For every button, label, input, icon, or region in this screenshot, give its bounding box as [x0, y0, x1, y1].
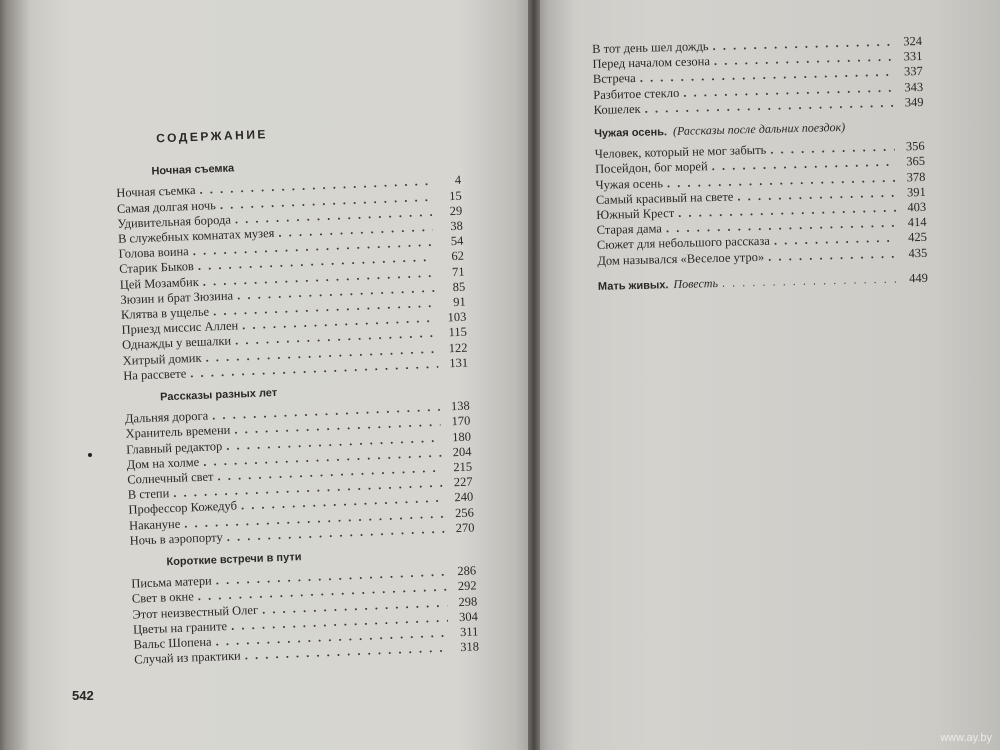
entry-title: Разбитое стекло	[593, 85, 680, 102]
entry-page-number: 311	[459, 624, 479, 640]
entry-title: Перед началом сезона	[592, 54, 711, 72]
entry-title: Этот неизвестный Олег	[132, 602, 259, 622]
entry-title: Случай из практики	[133, 648, 241, 667]
entry-page-number: 240	[454, 489, 474, 505]
entry-title: Голова воина	[118, 244, 189, 262]
entry-title: На рассвете	[123, 366, 187, 383]
entry-page-number: 270	[455, 520, 475, 536]
entry-title: Вальс Шопена	[133, 634, 212, 652]
entry-title: Солнечный свет	[127, 469, 214, 487]
entry-page-number: 304	[458, 609, 479, 624]
entry-page-number: 378	[906, 169, 926, 184]
section-heading-foreign-autumn	[594, 118, 924, 142]
entry-title: Кошелек	[593, 101, 641, 117]
entry-page-number: 62	[451, 249, 465, 264]
toc-left	[114, 120, 479, 668]
entry-page-number: 54	[450, 233, 464, 249]
entry-title: Зюзин и брат Зюзина	[120, 288, 234, 307]
entry-page-number: 71	[451, 264, 465, 279]
entry-title: Удивительная борода	[117, 212, 232, 231]
entry-page-number: 38	[450, 218, 464, 234]
entry-page-number: 122	[448, 340, 468, 355]
left-sections	[115, 153, 479, 668]
final-work-note: Повесть	[673, 275, 719, 291]
right-section-entries	[595, 139, 928, 269]
entry-page-number: 131	[449, 355, 469, 371]
final-work-title: Мать живых.	[597, 279, 669, 293]
entry-page-number: 414	[907, 215, 927, 230]
entry-title: Сюжет для небольшого рассказа	[596, 234, 771, 253]
entry-title: Свет в окне	[131, 589, 195, 607]
section-title: Чужая осень.	[594, 126, 668, 140]
entry-title: Цветы на граните	[132, 618, 228, 637]
entry-title: Хранитель времени	[125, 423, 231, 442]
entry-page-number: 403	[907, 199, 927, 215]
right-continued-entries	[592, 34, 924, 118]
entry-page-number: 337	[903, 64, 923, 79]
entry-page-number: 170	[451, 413, 471, 429]
entry-page-number: 324	[903, 33, 923, 49]
entry-title: В степи	[127, 486, 170, 502]
toc-heading: СОДЕРЖАНИЕ	[155, 127, 269, 146]
toc-right	[592, 34, 928, 295]
entry-title: Дом назывался «Веселое утро»	[597, 249, 765, 268]
entry-title: Человек, который не мог забыть	[594, 142, 767, 162]
entry-page-number: 91	[452, 294, 467, 310]
entry-title: Письма матери	[131, 573, 213, 591]
section-heading: Рассказы разных лет	[159, 386, 278, 404]
entry-page-number: 318	[459, 639, 480, 655]
entry-page-number: 180	[451, 429, 472, 444]
entry-page-number: 215	[453, 459, 473, 475]
entry-page-number: 15	[448, 188, 462, 203]
entry-page-number: 435	[908, 245, 928, 260]
entry-title: В служебных комнатах музея	[117, 225, 275, 246]
entry-title: Профессор Кожедуб	[128, 499, 238, 518]
entry-page-number: 356	[905, 139, 925, 154]
entry-title: Самый красивый на свете	[595, 189, 734, 207]
entry-title: Посейдон, бог морей	[594, 159, 708, 177]
entry-title: Самая долгая ночь	[116, 197, 217, 216]
entry-page-number: 331	[903, 49, 923, 64]
entry-title: Клятва в ущелье	[120, 304, 210, 322]
section-heading: Короткие встречи в пути	[166, 551, 302, 569]
entry-page-number: 138	[450, 398, 471, 414]
entry-page-number: 286	[457, 563, 477, 579]
entry-page-number: 349	[904, 94, 924, 110]
section-note: (Рассказы после дальних поездок)	[672, 119, 846, 139]
entry-title: В тот день шел дождь	[592, 39, 709, 56]
entry-page-number: 204	[452, 444, 472, 460]
final-work-page: 449	[908, 270, 929, 286]
entry-page-number: 365	[906, 154, 926, 169]
page-number: 542	[72, 688, 94, 703]
entry-page-number: 425	[907, 230, 928, 245]
entry-page-number: 298	[458, 594, 478, 609]
entry-title: Приезд миссис Аллен	[121, 318, 239, 338]
watermark: www.ay.by	[940, 732, 992, 744]
entry-page-number: 292	[457, 578, 477, 594]
entry-page-number: 115	[448, 325, 468, 340]
leader-dots	[768, 246, 898, 264]
entry-page-number: 85	[452, 279, 466, 294]
entry-title: Дальняя дорога	[124, 408, 209, 427]
entry-title: Однажды у вешалки	[121, 334, 232, 353]
entry-title: Старик Быков	[118, 259, 195, 277]
entry-title: Старая дама	[596, 221, 663, 238]
entry-title: Ночная съемка	[116, 183, 196, 201]
entry-title: Дом на холме	[126, 454, 200, 472]
book-spine	[528, 0, 540, 750]
entry-page-number: 256	[454, 505, 475, 520]
entry-page-number: 103	[447, 309, 467, 325]
entry-page-number: 4	[454, 173, 462, 188]
ink-mark	[88, 453, 92, 457]
section-heading: Ночная съемка	[151, 162, 235, 178]
entry-title: Цей Мозамбик	[119, 274, 199, 292]
entry-title: Главный редактор	[125, 438, 223, 457]
entry-title: Встреча	[592, 71, 636, 87]
entry-title: Хитрый домик	[122, 350, 202, 368]
entry-title: Ночь в аэропорту	[129, 530, 223, 548]
entry-page-number: 29	[449, 203, 463, 218]
entry-page-number: 343	[904, 79, 924, 94]
entry-title: Накануне	[128, 516, 181, 533]
entry-title: Чужая осень	[595, 175, 664, 192]
entry-title: Южный Крест	[596, 206, 675, 222]
entry-page-number: 391	[906, 184, 926, 200]
entry-page-number: 227	[453, 474, 473, 490]
